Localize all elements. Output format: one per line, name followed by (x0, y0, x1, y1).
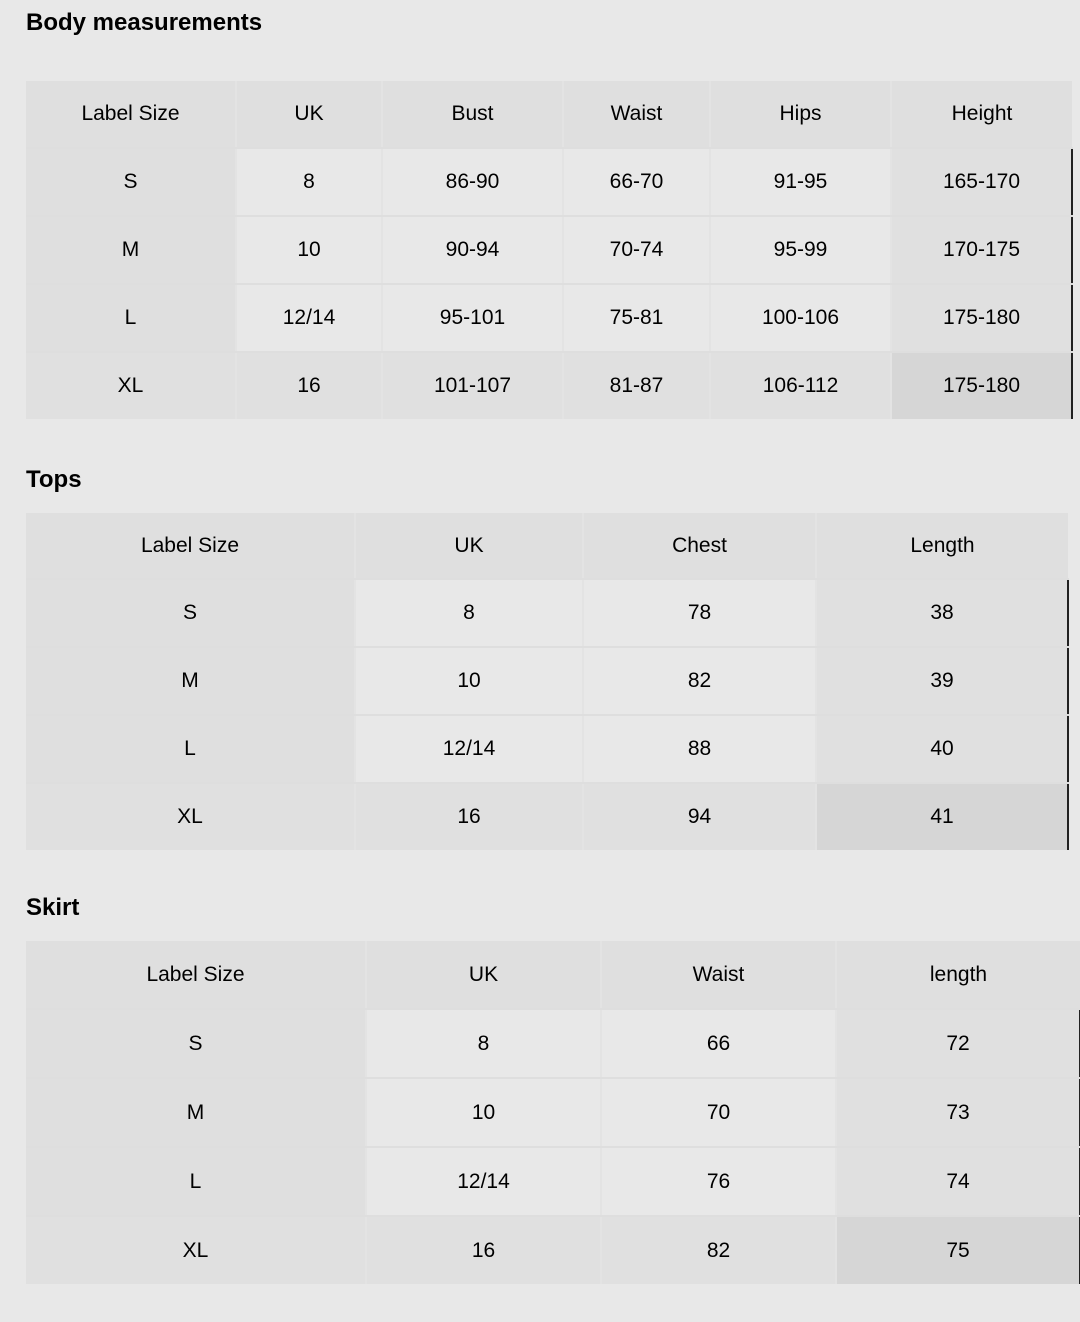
table-cell: 90-94 (382, 216, 563, 284)
table-cell: 100-106 (710, 284, 891, 352)
table-cell: 175-180 (891, 352, 1072, 419)
table-cell: L (26, 1147, 366, 1216)
table-cell: 12/14 (366, 1147, 601, 1216)
table-cell: 38 (816, 579, 1068, 647)
header-label-size: Label Size (26, 81, 236, 148)
body-measurements-table (26, 81, 1073, 419)
table-row (26, 783, 1068, 850)
table-cell: 10 (355, 647, 583, 715)
tops-title: Tops (26, 466, 82, 493)
table-cell: 41 (816, 783, 1068, 850)
table-cell: 170-175 (891, 216, 1072, 284)
table-cell: 70 (601, 1078, 836, 1147)
table-cell: 106-112 (710, 352, 891, 419)
table-cell: M (26, 216, 236, 284)
table-row (26, 1078, 1080, 1147)
header-label-size: Label Size (26, 941, 366, 1009)
table-cell: 75 (836, 1216, 1080, 1284)
table-cell: XL (26, 1216, 366, 1284)
table-cell: S (26, 579, 355, 647)
table-cell: 16 (366, 1216, 601, 1284)
skirt-table (26, 941, 1080, 1284)
header-label-size: Label Size (26, 513, 355, 579)
table-cell: 16 (236, 352, 382, 419)
table-cell: 66 (601, 1009, 836, 1078)
table-row (26, 352, 1072, 419)
table-cell: 94 (583, 783, 816, 850)
body-measurements-title: Body measurements (26, 9, 263, 36)
header-hips: Hips (710, 81, 891, 148)
tops-table (26, 513, 1069, 850)
header-bust: Bust (382, 81, 563, 148)
skirt-title: Skirt (26, 894, 80, 921)
table-cell: M (26, 1078, 366, 1147)
table-cell: 10 (366, 1078, 601, 1147)
table-cell: 16 (355, 783, 583, 850)
table-cell: 40 (816, 715, 1068, 783)
table-row (26, 715, 1068, 783)
table-row (26, 579, 1068, 647)
table-row (26, 216, 1072, 284)
table-row (26, 1009, 1080, 1078)
table-cell: S (26, 148, 236, 216)
header-waist: Waist (601, 941, 836, 1009)
header-waist: Waist (563, 81, 710, 148)
table-cell: 101-107 (382, 352, 563, 419)
table-row (26, 284, 1072, 352)
table-row (26, 148, 1072, 216)
table-cell: 75-81 (563, 284, 710, 352)
table-cell: L (26, 715, 355, 783)
table-cell: M (26, 647, 355, 715)
table-cell: 165-170 (891, 148, 1072, 216)
table-cell: 82 (601, 1216, 836, 1284)
table-row (26, 647, 1068, 715)
table-cell: 10 (236, 216, 382, 284)
table-cell: 78 (583, 579, 816, 647)
table-cell: 72 (836, 1009, 1080, 1078)
header-uk: UK (366, 941, 601, 1009)
table-cell: L (26, 284, 236, 352)
table-cell: 12/14 (355, 715, 583, 783)
table-cell: 70-74 (563, 216, 710, 284)
header-chest: Chest (583, 513, 816, 579)
table-header-row (26, 941, 1080, 1009)
table-cell: 95-99 (710, 216, 891, 284)
table-cell: 8 (366, 1009, 601, 1078)
table-cell: XL (26, 352, 236, 419)
table-cell: 12/14 (236, 284, 382, 352)
table-header-row (26, 513, 1068, 579)
table-row (26, 1147, 1080, 1216)
header-length: length (836, 941, 1080, 1009)
table-cell: 91-95 (710, 148, 891, 216)
table-cell: 82 (583, 647, 816, 715)
table-cell: 86-90 (382, 148, 563, 216)
table-cell: 8 (236, 148, 382, 216)
table-cell: XL (26, 783, 355, 850)
table-cell: 8 (355, 579, 583, 647)
table-cell: 73 (836, 1078, 1080, 1147)
table-row (26, 1216, 1080, 1284)
table-cell: 66-70 (563, 148, 710, 216)
table-cell: 74 (836, 1147, 1080, 1216)
header-length: Length (816, 513, 1068, 579)
header-uk: UK (355, 513, 583, 579)
table-cell: 175-180 (891, 284, 1072, 352)
table-header-row (26, 81, 1072, 148)
table-cell: 88 (583, 715, 816, 783)
table-cell: 81-87 (563, 352, 710, 419)
table-cell: S (26, 1009, 366, 1078)
table-cell: 39 (816, 647, 1068, 715)
header-height: Height (891, 81, 1072, 148)
header-uk: UK (236, 81, 382, 148)
table-cell: 95-101 (382, 284, 563, 352)
table-cell: 76 (601, 1147, 836, 1216)
